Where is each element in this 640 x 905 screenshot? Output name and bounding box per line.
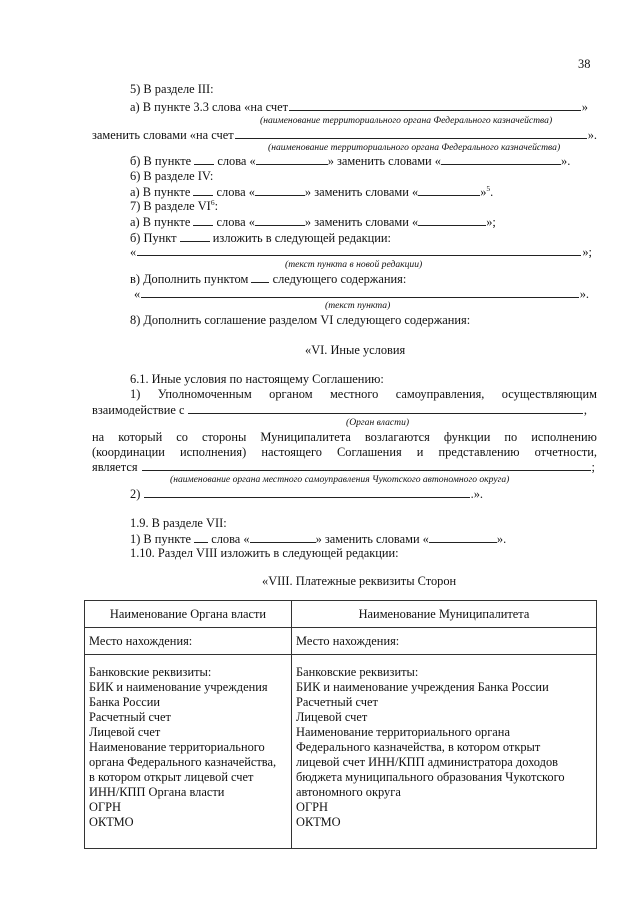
list-item: Расчетный счет	[89, 710, 171, 724]
list-item: ИНН/КПП Органа власти	[89, 785, 225, 799]
caption-text: (текст пункта)	[325, 300, 391, 311]
line-8: 8) Дополнить соглашение разделом VI следующего содержания:	[130, 313, 471, 327]
caption-local-government: (наименование органа местного самоуправления Чукотского автономного округа)	[170, 474, 510, 485]
list-item: Банковские реквизиты:	[89, 665, 212, 679]
line-6-1-3: на который со стороны Муниципалитета возлагаются функции по исполнению	[92, 430, 597, 444]
table-row-location	[85, 628, 597, 655]
list-item: органа Федерального казначейства,	[89, 755, 277, 769]
location-municipality: Место нахождения:	[292, 628, 597, 655]
table-row-bank	[85, 655, 597, 849]
line-5b: б) В пункте слова « » заменить словами « ».	[130, 154, 571, 168]
list-item: автономного округа	[296, 785, 401, 799]
list-item: Банка России	[89, 695, 161, 709]
list-item: ОКТМО	[89, 815, 134, 829]
line-7a: а) В пункте слова « » заменить словами « »;	[130, 215, 496, 229]
list-item: Лицевой счет	[89, 725, 161, 739]
list-item: ОГРН	[296, 800, 328, 814]
list-item: в котором открыт лицевой счет	[89, 770, 254, 784]
line-1-9: 1.9. В разделе VII:	[130, 516, 227, 530]
caption-treasury-1: (наименование территориального органа Федерального казначейства)	[260, 115, 553, 126]
line-5a-2: заменить словами «на счет ».	[92, 128, 597, 142]
blank-field[interactable]	[137, 244, 581, 256]
page-number: 38	[578, 57, 591, 71]
blank-field[interactable]	[235, 127, 587, 139]
caption-authority: (Орган власти)	[346, 417, 410, 428]
line-5: 5) В разделе III:	[130, 82, 214, 96]
caption-treasury-2: (наименование территориального органа Федерального казначейства)	[268, 142, 561, 153]
line-6-1-4: (координации исполнения) настоящего Соглашения и представлению отчетности,	[92, 445, 597, 459]
line-6-1-2: взаимодействие с ,	[92, 403, 587, 417]
line-6-1-5: является ;	[92, 460, 595, 474]
blank-field[interactable]	[144, 486, 469, 498]
bank-details-authority	[85, 655, 292, 849]
blank-field[interactable]	[289, 99, 581, 111]
line-6-1-1: 1) Уполномоченным органом местного самоуправления, осуществляющим	[130, 387, 597, 401]
list-item: Наименование территориального органа	[296, 725, 510, 739]
location-authority: Место нахождения:	[85, 628, 292, 655]
header-municipality: Наименование Муниципалитета	[292, 601, 597, 628]
list-item: Федерального казначейства, в котором открыт	[296, 740, 541, 754]
list-item: Лицевой счет	[296, 710, 368, 724]
line-7: 7) В разделе $VI^6$:	[130, 198, 219, 213]
bank-details-municipality	[292, 655, 597, 849]
line-7v: в) Дополнить пунктом следующего содержания:	[130, 272, 407, 286]
line-1-10: 1.10. Раздел VIII изложить в следующей редакции:	[130, 546, 399, 560]
line-1-9-1: 1) В пункте слова « » заменить словами « ».	[130, 532, 507, 546]
header-authority: Наименование Органа власти	[85, 601, 292, 628]
list-item: ОКТМО	[296, 815, 341, 829]
list-item: лицевой счет ИНН/КПП администратора доходов	[296, 755, 558, 769]
blank-field[interactable]	[188, 402, 582, 414]
list-item: БИК и наименование учреждения	[89, 680, 268, 694]
list-item: Наименование территориального	[89, 740, 265, 754]
table-header-row	[85, 601, 597, 628]
line-7b-text: « »;	[130, 245, 592, 259]
line-5a: а) В пункте 3.3 слова «на счет »	[130, 100, 588, 114]
list-item: бюджета муниципального образования Чукотского	[296, 770, 565, 784]
section-heading-viii: «VIII. Платежные реквизиты Сторон	[262, 574, 457, 588]
blank-field[interactable]	[142, 459, 591, 471]
caption-new-text: (текст пункта в новой редакции)	[285, 259, 423, 270]
line-7v-text: « ».	[134, 287, 589, 301]
section-heading-vi: «VI. Иные условия	[305, 343, 406, 357]
list-item: ОГРН	[89, 800, 121, 814]
list-item: БИК и наименование учреждения Банка России	[296, 680, 549, 694]
blank-field[interactable]	[141, 286, 579, 298]
list-item: Расчетный счет	[296, 695, 378, 709]
line-6: 6) В разделе IV:	[130, 169, 214, 183]
line-6-1: 6.1. Иные условия по настоящему Соглашению:	[130, 372, 384, 386]
line-6a: а) В пункте слова « » заменить словами « »$^5$.	[130, 184, 494, 199]
line-6-1-6: 2) .».	[130, 487, 483, 501]
requisites-table	[84, 600, 597, 849]
list-item: Банковские реквизиты:	[296, 665, 419, 679]
line-7b: б) Пункт изложить в следующей редакции:	[130, 231, 391, 245]
